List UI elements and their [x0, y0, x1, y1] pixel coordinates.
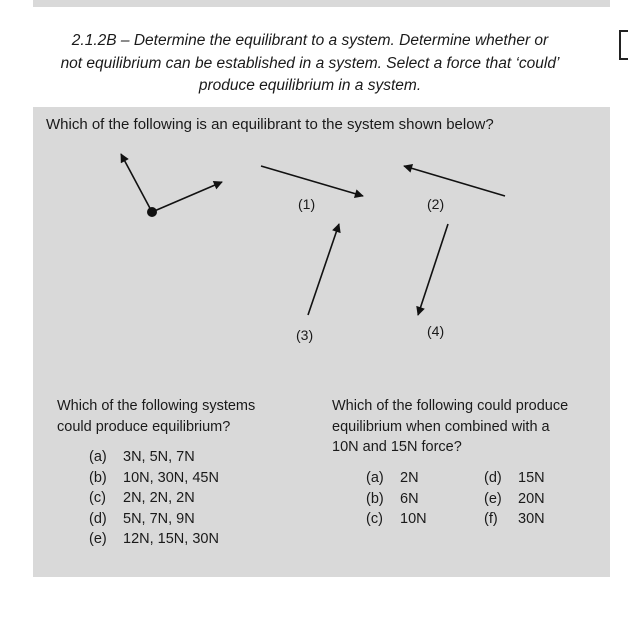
option-letter: (c) — [366, 511, 383, 527]
vector-diagram — [33, 107, 610, 347]
option-4-label: (4) — [427, 323, 445, 339]
question-3-line-1: Which of the following could produce — [332, 398, 569, 414]
top-divider — [33, 0, 610, 7]
question-2-option — [89, 488, 219, 509]
option-letter: (d) — [89, 510, 107, 527]
header-line-2: not equilibrium can be established in a system. Select a force that ‘could’ — [60, 54, 560, 72]
question-3-option — [366, 509, 427, 530]
option-3-label: (3) — [296, 327, 314, 343]
system-vector-up-left — [121, 154, 152, 212]
question-2-line-2: could produce equilibrium? — [57, 418, 231, 435]
question-2-option — [89, 447, 219, 468]
option-letter: (e) — [484, 490, 502, 507]
question-2-option — [89, 468, 219, 489]
question-3-line-3: 10N and 15N force? — [332, 439, 462, 455]
option-letter: (c) — [89, 490, 106, 506]
system-vector-right — [152, 182, 222, 212]
option-text: 10N, 30N, 45N — [123, 469, 219, 486]
question-2-options — [89, 447, 219, 550]
question-2-option — [89, 509, 219, 530]
option-1-vector — [261, 166, 363, 196]
option-4-vector — [418, 224, 448, 315]
question-3-option — [366, 468, 427, 489]
option-text: 5N, 7N, 9N — [123, 510, 195, 527]
question-1-prompt: Which of the following is an equilibrant to the system shown below? — [46, 116, 494, 133]
option-text: 12N, 15N, 30N — [123, 531, 219, 547]
question-3-option — [484, 489, 545, 510]
question-3-line-2: equilibrium when combined with a — [332, 418, 550, 435]
header-line-3: produce equilibrium in a system. — [198, 77, 422, 94]
option-text: 6N — [400, 490, 419, 507]
option-letter: (a) — [366, 470, 384, 486]
edge-bracket — [619, 30, 628, 60]
option-letter: (e) — [89, 531, 107, 547]
question-2-prompt — [57, 396, 255, 437]
option-text: 3N, 5N, 7N — [123, 449, 195, 465]
option-text: 15N — [518, 470, 545, 486]
question-2-option — [89, 529, 219, 550]
option-text: 30N — [518, 511, 545, 527]
option-letter: (d) — [484, 470, 502, 486]
header-line-1: 2.1.2B – Determine the equilibrant to a system. Determine whether or — [71, 32, 549, 49]
option-text: 2N — [400, 470, 419, 486]
question-3-prompt — [332, 396, 568, 458]
option-letter: (b) — [366, 490, 384, 507]
option-1-label: (1) — [298, 196, 316, 212]
option-text: 2N, 2N, 2N — [123, 490, 195, 506]
question-3-options-right — [484, 468, 545, 530]
option-letter: (f) — [484, 511, 498, 527]
option-2-vector — [404, 166, 505, 196]
option-text: 10N — [400, 511, 427, 527]
option-letter: (a) — [89, 449, 107, 465]
question-3-option — [484, 509, 545, 530]
question-3-option — [366, 489, 427, 510]
objective-header — [20, 30, 600, 98]
question-3-options-left — [366, 468, 427, 530]
option-2-label: (2) — [427, 196, 445, 212]
option-3-vector — [308, 224, 339, 315]
question-2-line-1: Which of the following systems — [57, 398, 256, 414]
question-3-option — [484, 468, 545, 489]
option-letter: (b) — [89, 469, 107, 486]
option-text: 20N — [518, 490, 545, 507]
